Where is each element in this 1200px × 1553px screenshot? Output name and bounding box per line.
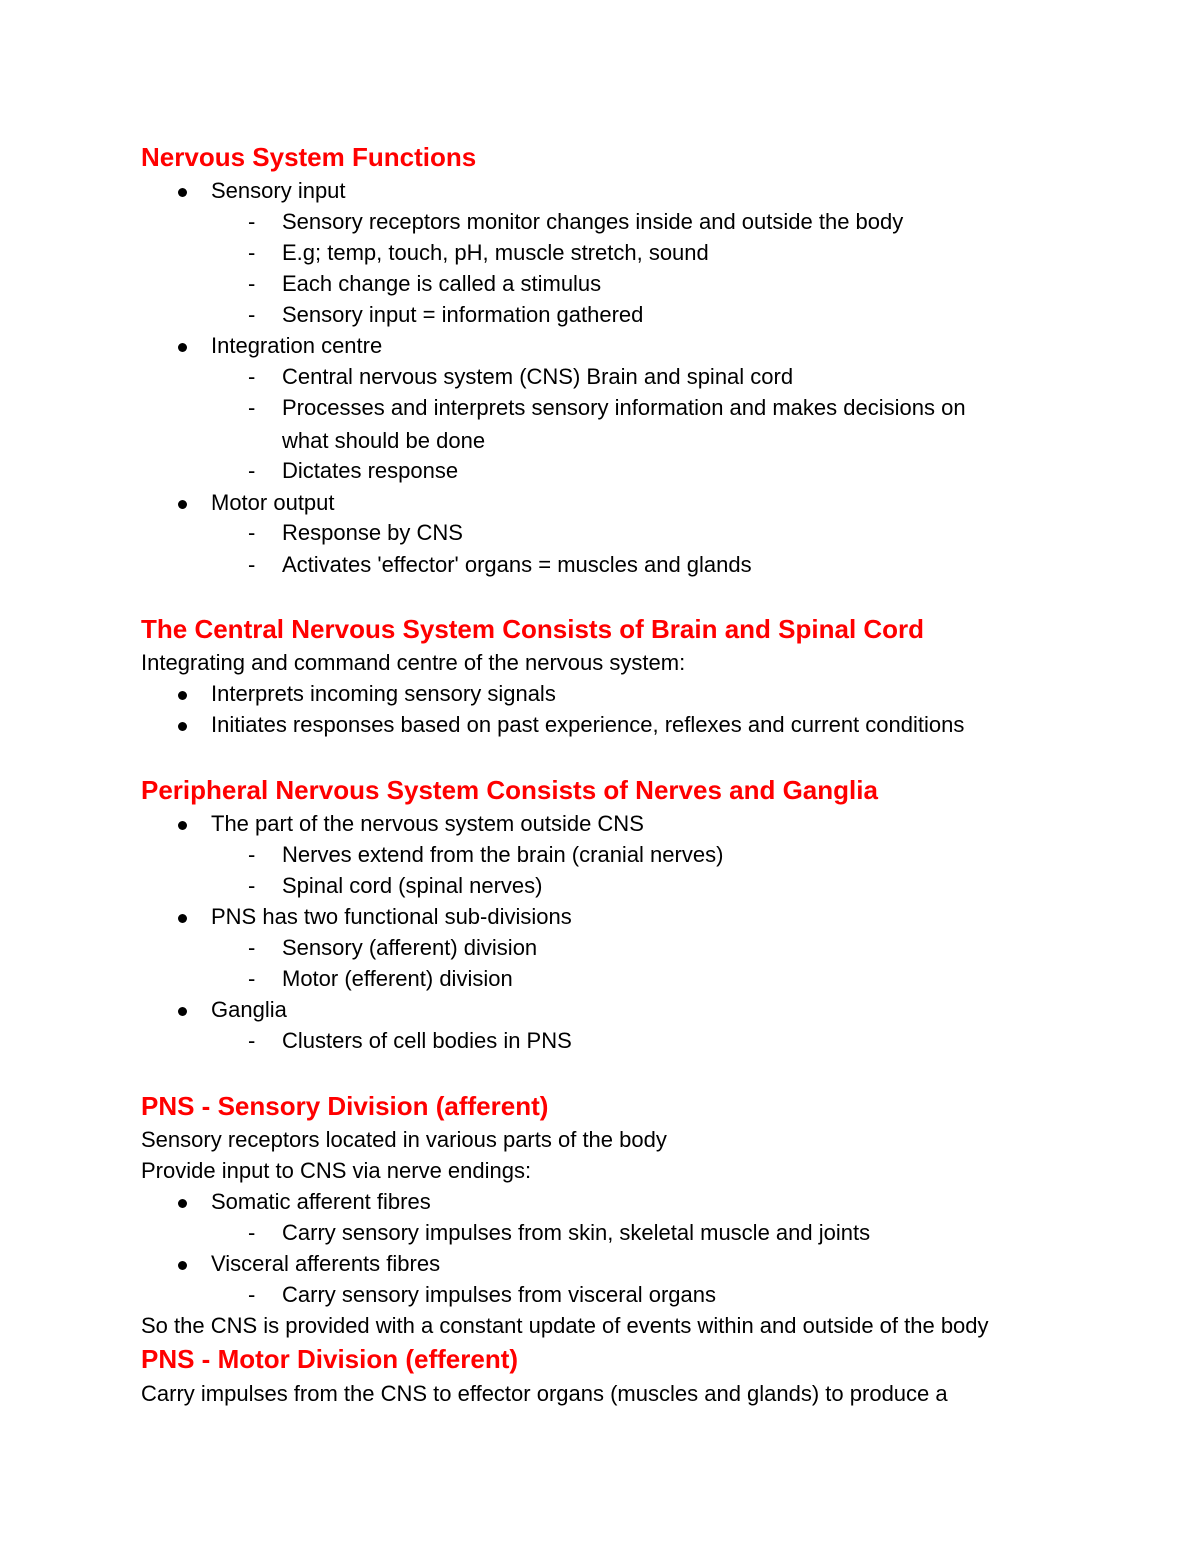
dash-item: - Activates 'effector' organs = muscles and glands (282, 551, 752, 579)
dash-item: - Dictates response (282, 457, 458, 485)
dash-item: - Each change is called a stimulus (282, 270, 601, 298)
paragraph: Sensory receptors located in various parts of the body (141, 1127, 667, 1152)
dash-item: - E.g; temp, touch, pH, muscle stretch, sound (282, 239, 709, 267)
dash-item: - Clusters of cell bodies in PNS (282, 1027, 572, 1055)
heading-pns-motor-division: PNS - Motor Division (efferent) (141, 1344, 519, 1374)
paragraph: Carry impulses from the CNS to effector organs (muscles and glands) to produce a (141, 1381, 948, 1406)
dash-item: - Processes and interprets sensory information and makes decisions on (282, 394, 966, 422)
dash-item: - Spinal cord (spinal nerves) (282, 872, 542, 900)
dash-item: - Nerves extend from the brain (cranial nerves) (282, 841, 723, 869)
dash-item: - Response by CNS (282, 519, 463, 547)
heading-peripheral-nervous-system: Peripheral Nervous System Consists of Nerves and Ganglia (141, 775, 878, 805)
heading-pns-sensory-division: PNS - Sensory Division (afferent) (141, 1091, 549, 1121)
dash-item: - Central nervous system (CNS) Brain and spinal cord (282, 363, 793, 391)
bullet-item: Visceral afferents fibres (211, 1251, 441, 1276)
bullet-item: The part of the nervous system outside CNS (211, 811, 644, 836)
dash-item: - Sensory input = information gathered (282, 301, 643, 329)
paragraph: So the CNS is provided with a constant update of events within and outside of the body (141, 1313, 989, 1338)
bullet-item: PNS has two functional sub-divisions (211, 904, 572, 929)
bullet-item: Sensory input (211, 178, 346, 203)
paragraph: Provide input to CNS via nerve endings: (141, 1158, 532, 1183)
dash-item: - Carry sensory impulses from skin, skeletal muscle and joints (282, 1219, 870, 1247)
heading-nervous-system-functions: Nervous System Functions (141, 142, 477, 172)
dash-item: - Sensory receptors monitor changes inside and outside the body (282, 208, 903, 236)
bullet-item: Motor output (211, 490, 335, 515)
bullet-item: Interprets incoming sensory signals (211, 681, 556, 706)
bullet-item: Ganglia (211, 997, 287, 1022)
bullet-item: Integration centre (211, 333, 383, 358)
bullet-item: Initiates responses based on past experience, reflexes and current conditions (211, 712, 965, 737)
paragraph: Integrating and command centre of the nervous system: (141, 650, 686, 675)
bullet-item: Somatic afferent fibres (211, 1189, 431, 1214)
dash-item: - Motor (efferent) division (282, 965, 513, 993)
dash-item: - Sensory (afferent) division (282, 934, 537, 962)
dash-item-continuation: what should be done (282, 428, 486, 453)
dash-item: - Carry sensory impulses from visceral organs (282, 1281, 716, 1309)
heading-central-nervous-system: The Central Nervous System Consists of Brain and Spinal Cord (141, 614, 925, 644)
